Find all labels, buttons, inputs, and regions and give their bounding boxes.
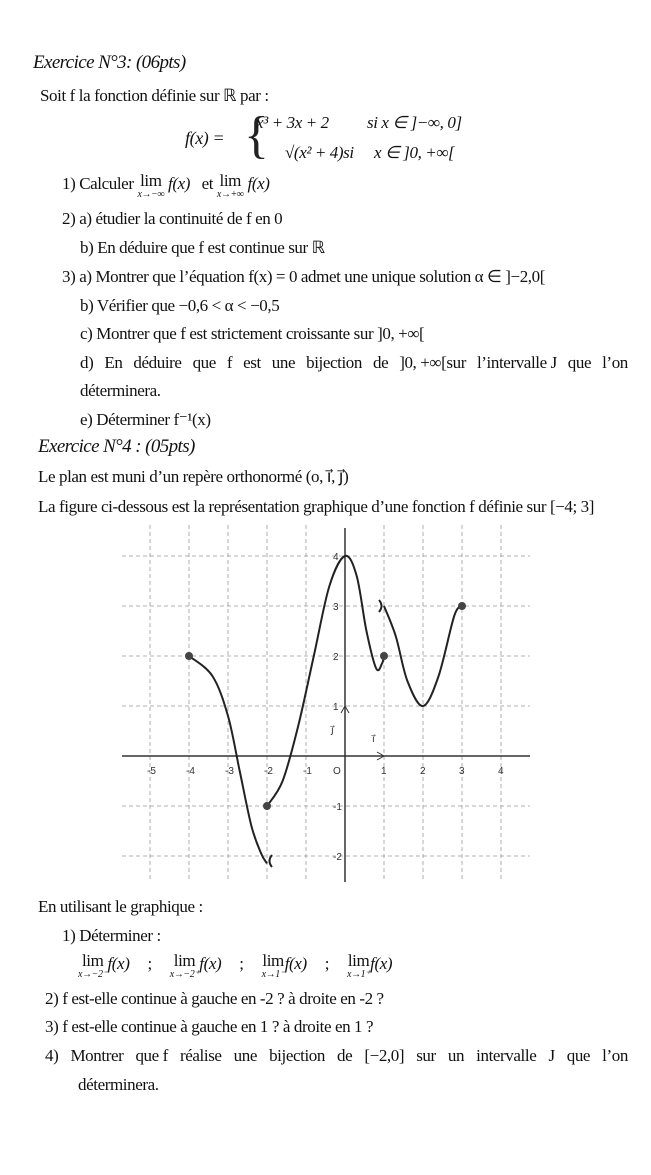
x-tick-label: 3 [459,766,465,777]
y-tick-label: 3 [333,602,339,613]
word: réalise [180,1046,222,1065]
limit [347,951,371,982]
closed-point [458,602,466,610]
word: de [372,353,389,372]
lim-sub: x→−2⁻ [78,969,108,980]
limit-expression [347,951,393,982]
word: d) [80,353,94,372]
x-tick-label: -4 [186,766,195,777]
closed-point [380,652,388,660]
ex4-line-1: Le plan est muni d’un repère orthonormé (o, i⃗, j⃗) [38,467,349,486]
x-tick-label: -1 [303,766,312,777]
case2-condition: x ∈ ]0, +∞[ [374,143,455,162]
word: Montrer [70,1046,124,1065]
ex3-question-3c: c) Montrer que f est strictement croissante sur ]0, +∞[ [80,324,425,343]
word: que [566,1046,591,1065]
limit-expression [78,951,152,982]
x-tick-label: 4 [498,766,504,777]
lim-label: lim [262,951,284,970]
lim-label: lim [347,951,370,970]
j-label: j⃗ [331,725,334,736]
x-tick-label: 2 [420,766,426,777]
case1-condition: si x ∈ ]−∞, 0] [367,113,462,132]
et: et [201,174,214,193]
x-tick-label: O [333,766,341,777]
lim-sub: x→−2⁺ [169,969,200,980]
lim-sub: x→1⁻ [261,969,285,980]
ex4-limits-row [78,951,410,982]
ex3-question-3d [80,353,628,373]
ex3-question-3b: b) Vérifier que −0,6 < α < −0,5 [80,296,280,315]
limit-expression [261,951,330,982]
open-bracket [270,855,273,867]
word: [−2,0] [364,1046,405,1065]
word: est [243,353,261,372]
word: En [104,353,123,372]
formula-lhs: f(x) = [185,128,225,148]
word: que [567,353,592,372]
word: bijection [269,1046,325,1065]
fx: f(x) [247,174,270,193]
limit [169,951,200,982]
limit [261,951,285,982]
lim-label: lim [140,171,162,190]
word: une [233,1046,257,1065]
y-tick-label: -2 [333,852,342,863]
ex3-question-3a: 3) a) Montrer que l’équation f(x) = 0 admet une unique solution α ∈ ]−2,0[ [62,267,546,286]
y-tick-label: 4 [333,552,339,563]
ex3-question-2a: 2) a) étudier la continuité de f en 0 [62,209,283,228]
word: l’intervalle J [476,353,557,372]
curve-piece [267,556,384,806]
brace: { [244,107,269,164]
word: 4) [45,1046,59,1065]
word: f [226,353,233,372]
y-tick-label: 2 [333,652,339,663]
i-label: i⃗ [372,734,375,745]
exercise-4-title: Exercice N°4 : (05pts) [38,436,195,457]
word: l’on [602,1046,628,1065]
lim-label: lim [219,171,242,190]
separator: ; [147,954,152,973]
fx: f(x) [370,954,393,973]
word: une [271,353,296,372]
function-graph [100,520,540,885]
x-tick-label: 1 [381,766,387,777]
word: intervalle [476,1046,537,1065]
y-tick-label: 1 [333,702,339,713]
word: déduire [133,353,182,372]
word: de [337,1046,353,1065]
limit-minus-inf [137,171,165,202]
word: que f [135,1046,168,1065]
fx: f(x) [168,174,191,193]
case1-expr: x³ + 3x + 2 [256,113,329,132]
limit [78,951,108,982]
x-tick-label: -3 [225,766,234,777]
word: sur [416,1046,436,1065]
y-tick-label: -1 [333,802,342,813]
lim-label: lim [81,951,104,970]
ex3-intro: Soit f la fonction définie sur ℝ par : [40,86,269,105]
closed-point [263,802,271,810]
open-bracket [379,600,382,612]
ex4-line-2: La figure ci-dessous est la représentation graphique d’une fonction f définie sur [−4; 3] [38,497,595,516]
fx: f(x) [199,954,222,973]
word: un [447,1046,465,1065]
separator: ; [239,954,244,973]
ex3-question-2b: b) En déduire que f est continue sur ℝ [80,238,325,257]
limit-expression [169,951,244,982]
word: bijection [306,353,362,372]
case2-expr: √(x² + 4)si [285,143,354,162]
word: ]0, +∞[sur [399,353,466,372]
ex4-question-2: 2) f est-elle continue à gauche en -2 ? à droite en -2 ? [45,989,384,1008]
lim-sub: x→−∞ [137,189,165,200]
exercise-3-title: Exercice N°3: (06pts) [33,52,186,73]
word: l’on [602,353,628,372]
ex4-question-1: 1) Déterminer : [62,926,161,945]
ex3-question-3d-end: déterminera. [80,381,161,400]
lim-label: lim [173,951,196,970]
lim-sub: x→+∞ [216,189,244,200]
ex4-question-4-end: déterminera. [78,1075,159,1094]
x-tick-label: -2 [264,766,273,777]
ex3-question-1 [62,171,270,202]
separator: ; [324,954,330,973]
fx: f(x) [107,954,130,973]
ex3-question-3e: e) Déterminer f⁻¹(x) [80,410,211,429]
closed-point [185,652,193,660]
ex4-question-4 [45,1046,628,1066]
q1-prefix: 1) Calculer [62,174,134,193]
ex4-question-3: 3) f est-elle continue à gauche en 1 ? à droite en 1 ? [45,1017,374,1036]
word: J [548,1046,555,1065]
fx: f(x) [284,954,307,973]
lim-sub: x→1⁺ [347,969,371,980]
ex4-use-graph: En utilisant le graphique : [38,897,203,916]
limit-plus-inf [216,171,244,202]
x-tick-label: -5 [147,766,156,777]
word: que [192,353,216,372]
